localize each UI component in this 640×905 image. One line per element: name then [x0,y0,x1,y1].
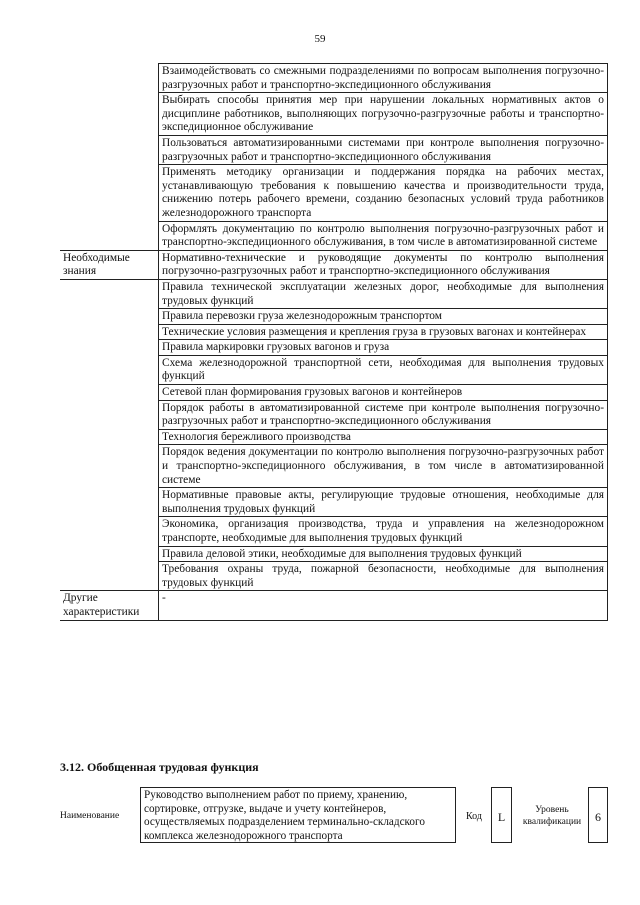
row-label [60,324,159,340]
row-label [60,279,159,308]
section-heading: 3.12. Обобщенная трудовая функция [60,760,259,774]
table-row [60,64,608,93]
table-row [60,400,608,429]
row-text: Взаимодействовать со смежными подразделениями по вопросам выполнения погрузочно-разгрузочных работ и транспортно-экспедиционного обслуживания [159,64,608,93]
code-value: L [491,787,512,843]
row-label [60,340,159,356]
table-row [60,250,608,279]
row-text: Правила маркировки грузовых вагонов и груза [159,340,608,356]
table-row [60,385,608,401]
row-text: Порядок ведения документации по контролю выполнения погрузочно-разгрузочных работ и транспортно-экспедиционного обслуживания, в том числе в автоматизированной системе [159,445,608,488]
row-text: Порядок работы в автоматизированной системе при контроле выполнения погрузочно-разгрузочных работ и транспортно-экспедиционного обслуживания [159,400,608,429]
row-label [60,400,159,429]
row-text: Оформлять документацию по контролю выполнения погрузочно-разгрузочных работ и транспортно-экспедиционного обслуживания, в том числе в автоматизированной системе [159,221,608,250]
table-row [60,309,608,325]
row-label [60,385,159,401]
row-text: Правила перевозки груза железнодорожным транспортом [159,309,608,325]
row-text: Правила деловой этики, необходимые для выполнения трудовых функций [159,546,608,562]
table-row [60,546,608,562]
qualification-level-label: Уровень квалификации [522,805,582,827]
row-label [60,445,159,488]
table-row [60,445,608,488]
row-label [60,546,159,562]
row-text: Схема железнодорожной транспортной сети, необходимая для выполнения трудовых функций [159,355,608,384]
row-label: Необходимые знания [60,250,159,279]
row-text: Экономика, организация производства, труда и управления на железнодорожном транспорте, необходимые для выполнения трудовых функций [159,517,608,546]
name-label: Наименование [60,811,120,821]
table-row [60,591,608,620]
row-label [60,64,159,93]
table-row [60,324,608,340]
row-label [60,135,159,164]
table-row [60,488,608,517]
skills-knowledge-table [60,63,608,621]
row-text: Нормативно-технические и руководящие документы по контролю выполнения погрузочно-разгрузочных работ и транспортно-экспедиционного обслуживания [159,250,608,279]
page-number: 59 [314,33,326,45]
row-text: Правила технической эксплуатации железных дорог, необходимые для выполнения трудовых функций [159,279,608,308]
row-text: Требования охраны труда, пожарной безопасности, необходимые для выполнения трудовых функций [159,562,608,591]
table-row [60,135,608,164]
table-row [60,429,608,445]
table-row [60,221,608,250]
row-text: Нормативные правовые акты, регулирующие трудовые отношения, необходимые для выполнения трудовых функций [159,488,608,517]
row-label [60,562,159,591]
qualification-level-value: 6 [588,787,608,843]
row-label [60,488,159,517]
table-row [60,517,608,546]
row-text: Выбирать способы принятия мер при нарушении локальных нормативных актов о дисциплине работников, выполняющих погрузочно-разгрузочные работы и транспортно-экспедиционное обслуживание [159,93,608,136]
row-text: Пользоваться автоматизированными системами при контроле выполнения погрузочно-разгрузочных работ и транспортно-экспедиционного обслуживания [159,135,608,164]
row-text: Технология бережливого производства [159,429,608,445]
row-label [60,165,159,221]
table-row [60,279,608,308]
table-row [60,93,608,136]
row-label [60,221,159,250]
row-text: - [159,591,608,620]
row-label [60,355,159,384]
row-text: Сетевой план формирования грузовых вагонов и контейнеров [159,385,608,401]
table-row [60,562,608,591]
row-label [60,309,159,325]
row-label [60,517,159,546]
row-label: Другие характеристики [60,591,159,620]
row-text: Технические условия размещения и крепления груза в грузовых вагонах и контейнерах [159,324,608,340]
table-row [60,355,608,384]
table-row [60,340,608,356]
code-label: Код [466,811,482,822]
row-label [60,93,159,136]
row-label [60,429,159,445]
table-row [60,165,608,221]
function-name-field: Руководство выполнением работ по приему, хранению, сортировке, отгрузке, выдаче и учету контейнеров, осуществляемых подразделением терминально-складского комплекса железнодорожного транспорта [140,787,456,843]
row-text: Применять методику организации и поддержания порядка на рабочих местах, устанавливающую требования к повышению качества и производительности труда, снижению потерь рабочего времени, созданию безопасных условий труда работников железнодорожного транспорта [159,165,608,221]
